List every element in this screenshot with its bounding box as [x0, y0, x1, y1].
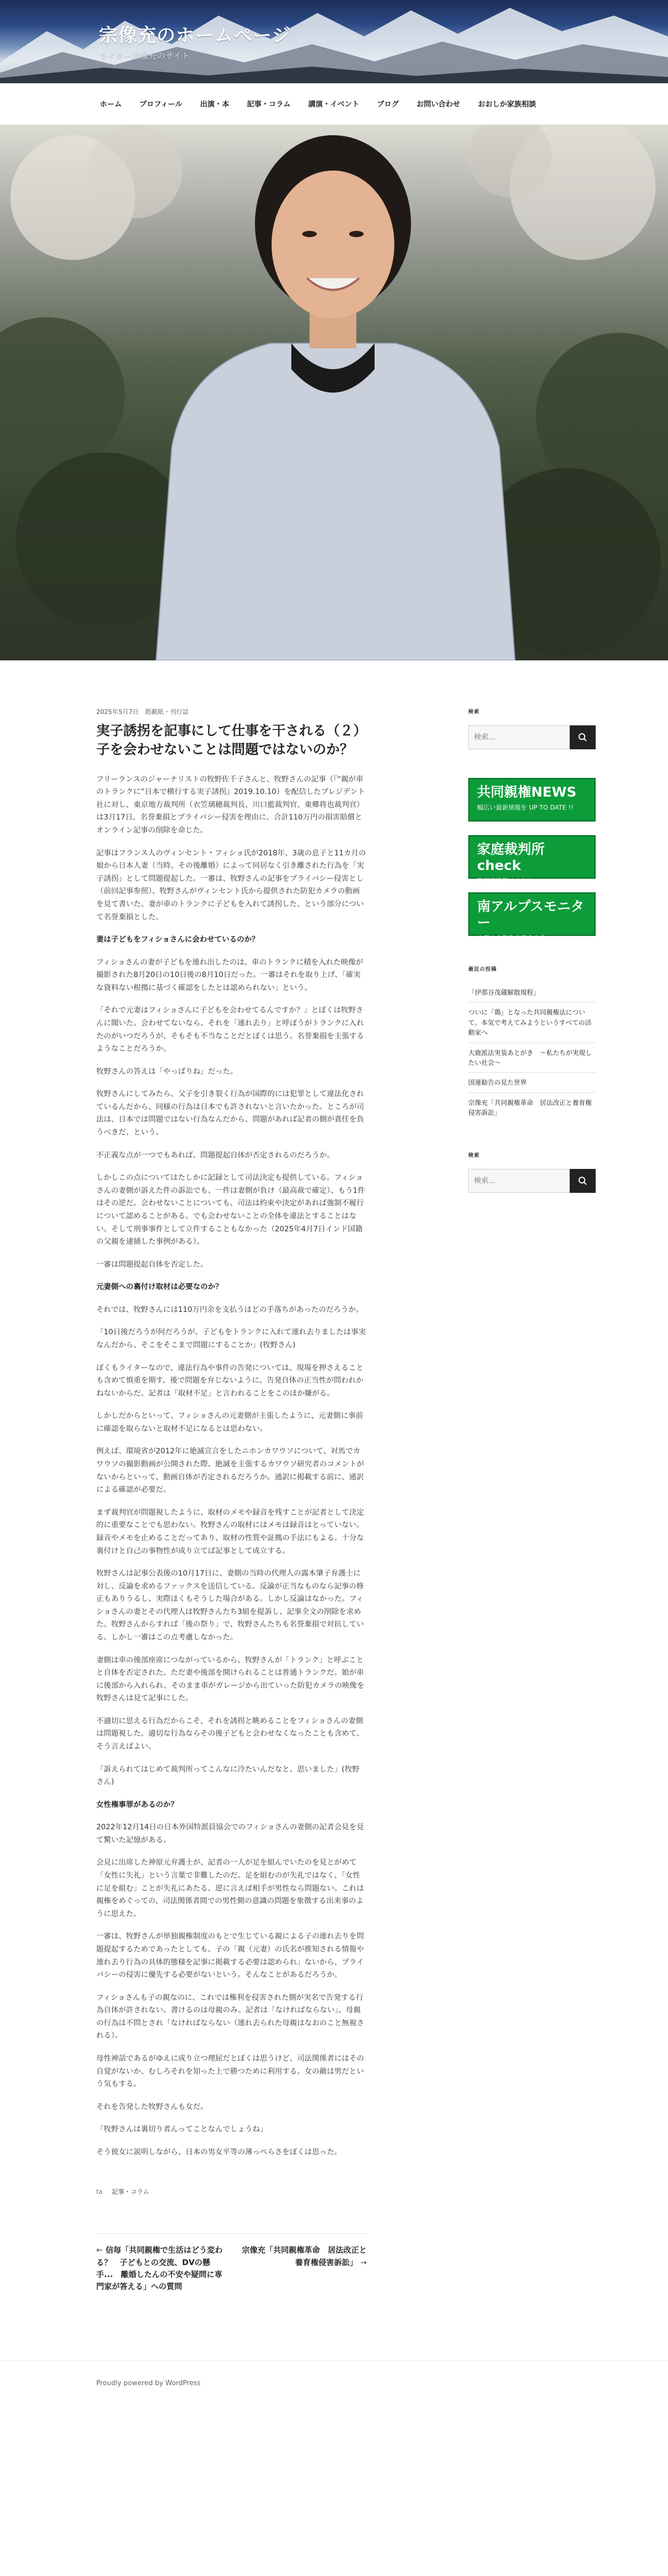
search-widget-2 — [468, 1151, 596, 1193]
main-navigation — [0, 83, 668, 125]
paragraph: 会見に出席した神原元弁護士が、記者の一人が足を組んでいたのを見とがめて「女性に失礼」という言葉で非難したのだ。足を組むのが失礼ではなく、「女性に足を組む」ことが失礼にあたる、逆に言えば相手が男性なら問題ない。これは親権をめぐっての、司法関係者間での男性側の意識の問題を象徴する出来事のように思えた。 — [96, 1858, 364, 1918]
article — [96, 707, 367, 2293]
paragraph: 例えば、環境省が2012年に絶滅宣言をしたニホンカワウソについて、対馬でカワウソの撮影動画が公開された際、絶滅を主張するカワウソ研究者のコメントがないからといって、動画自体が否定されるだろうか。通訳に掲載する前に、通訳による確認が必要だ。 — [96, 1447, 364, 1494]
nav-item-home[interactable]: ホーム — [100, 100, 122, 109]
recent-post-link[interactable]: 国連勧告の見た世界 — [468, 1072, 596, 1092]
next-post-title[interactable]: 宗像充「共同親権革命 居法改正と養育権侵害訴訟」 — [241, 2245, 367, 2267]
paragraph: ぼくもライターなので、違法行為や事件の告発については、現場を押さえることも含めて慎重を期す。後で問題を弁じないように、告発自体の正当性が問われかねないからだ。記者は「取材不足」と言われることをこのほか嫌がる。 — [96, 1363, 364, 1398]
site-title[interactable]: 宗像充のホームページ — [99, 25, 291, 46]
site-header — [0, 0, 668, 83]
tag-icon: ta — [96, 2188, 103, 2196]
previous-post-link[interactable] — [96, 2244, 224, 2293]
nav-item-appearances-books[interactable]: 出演・本 — [200, 100, 229, 109]
recent-post-link[interactable]: 「伊那谷茂蔵解散規程」 — [468, 988, 540, 996]
footer-credit[interactable]: Proudly powered by WordPress — [96, 2379, 201, 2388]
section-heading: 女性権事罪があるのか？ — [96, 1800, 178, 1809]
banner-minami-alps-monitor[interactable] — [468, 892, 596, 942]
search-button[interactable] — [570, 1169, 596, 1193]
paragraph: フィショさんの妻が子どもを連れ出したのは、車のトランクに積を入れた映像が撮影された8月20日の10日後の8月10日だった。一審はそれを取り上げ、「確実な資料ない根拠に基づく確認をしたとは認められない」という。 — [96, 958, 363, 992]
widget-title: 最近の投稿 — [468, 967, 497, 972]
search-button[interactable] — [570, 725, 596, 749]
paragraph: それでは、牧野さんには110万円余を支払うほどの手落ちがあったのだろうか。 — [96, 1305, 364, 1314]
recent-post-link[interactable]: ついに「鶏」となった共同親権法について。本気で考えてみようというすべての活動家へ — [468, 1002, 596, 1042]
paragraph: 「訴えられてはじめて裁判所ってこんなに冷たいんだなと、思いました」(牧野さん) — [96, 1765, 359, 1787]
post-meta — [96, 707, 367, 716]
paragraph: 一審は問題提起自体を否定した。 — [96, 1260, 208, 1269]
previous-post-title[interactable]: 信毎「共同親権で生活はどう変わる？ 子どもとの交流、DVの懸手... 離婚したんの不安や疑問に専門家が答える」への質問 — [96, 2245, 223, 2292]
recent-post-link[interactable]: 大鹿派法実装あとがき 〜私たちが実現したい社会〜 — [468, 1043, 596, 1073]
search-icon — [578, 1176, 587, 1186]
paragraph: 一審は、牧野さんが単独親権制度のもとで生じている親による子の連れ去りを問題提起するためであったとしても、子の「親（元妻）の氏名が推知される情報や連れ去り行為の具体的態様を記事に掲載する必要は認められ」ないから、プライバシーの侵害に優先する必要がないという。そんなことがあるだろうか。 — [96, 1932, 364, 1980]
banner-subtitle: 幅広い最新情報を UP TO DATE !! — [477, 804, 573, 812]
arrow-left-icon: ← — [96, 2245, 103, 2255]
paragraph: それを告発した牧野さんも女だ。 — [96, 2102, 208, 2111]
featured-image — [0, 125, 668, 660]
post-navigation — [96, 2233, 367, 2293]
paragraph: しかしだからといって、フィショさんの元妻側が主張したように、元妻側に事前に確認を取らないと取材不足になるとは思わない。 — [96, 1412, 363, 1433]
next-post-link[interactable] — [239, 2244, 367, 2293]
paragraph: 「10日後だろうが何だろうが、子どもをトランクに入れて連れ去りましたは事実なんだから、そこをそこまで問題にすることか」(牧野さん) — [96, 1328, 366, 1349]
nav-item-blog[interactable]: ブログ — [377, 100, 399, 109]
widget-title: 検索 — [468, 709, 480, 715]
banner-joint-custody-news[interactable] — [468, 778, 596, 822]
recent-post-link[interactable]: 宗像充「共同親権革命 居法改正と養育権侵害訴訟」 — [468, 1092, 596, 1123]
recent-posts-widget — [468, 965, 596, 1122]
banner-title: 南アルプスモニター — [477, 899, 584, 931]
nav-item-family-consultation[interactable]: おおしか家族相談 — [478, 100, 536, 109]
widget-title: 検索 — [468, 1153, 480, 1159]
paragraph: 牧野さんは記事公表後の10月17日に、妻側の当時の代理人の露木肇子弁護士に対し、反論を求めるファックスを送信している。反論が正当なものなら記事の修正もありうるし、実際ほくもそうした場合がある。しかし反論はなかった。フィショさんの妻とその代理人は牧野さんたち3組を提訴し、記事全文の削除を求めた。牧野さんからすれば「後の祭り」で、牧野さんたちも名誉棄損で対抗している。しかし一審はこの点考慮しなかった。 — [96, 1569, 364, 1642]
banner-title: 共同親権NEWS — [477, 785, 576, 800]
paragraph: 牧野さんの答えは「やっぱりね」だった。 — [96, 1067, 238, 1076]
search-form — [468, 1169, 596, 1193]
paragraph: フリーランスのジャーナリストの牧野佐千子さんと、牧野さんの記事（『“親が車のトランクに”日本で横行する実子誘拐』2019.10.10）を配信したプレジデント社に対し、東京地方裁判所（衣笠璃穂裁判長、川口藍裁判官、東郷将也裁判官）は3月17日、名誉棄損とプライバシー侵害を理由に、合計110万円の損害賠償とオンライン記事の削除を命じた。 — [96, 775, 365, 835]
banner-family-court-check[interactable] — [468, 835, 596, 885]
paragraph: 不正義な点が一つでもあれば、問題提起自体が否定されるのだろうか。 — [96, 1151, 335, 1160]
site-branding — [99, 21, 291, 61]
paragraph: 母性神話であるがゆえに成り立つ理屈だとぼくは思うけど、司法関係者にはその自覚がないか、むしろそれを知った上で勝つために利用する。女の敵は男だという気もする。 — [96, 2054, 364, 2089]
post-category[interactable]: 掲載紙・刊行誌 — [145, 708, 189, 715]
nav-item-contact[interactable]: お問い合わせ — [416, 100, 460, 109]
paragraph: 牧野さんにしてみたら、父子を引き裂く行為が国際的には犯罪として違法化されているんだから、同様の行為は日本でも許されないと言いたかった。ところが司法は、日本では問題ではない行為なんだから、問題があれば記者の側が責任を負うべきだ、という。 — [96, 1090, 364, 1137]
search-widget — [468, 707, 596, 749]
banner-widget — [468, 778, 596, 942]
paragraph: 不適切に思える行為だからこそ、それを誘拐と眺めることをフィショさんの妻側は問題視した。適切な行為ならその後子どもと会わせなくなったことも含めて、そう言えばよい。 — [96, 1716, 364, 1751]
tag-link[interactable]: 記事・コラム — [111, 2188, 149, 2196]
entry-title: 実子誘拐を記事にして仕事を干される（２）子を会わせないことは問題ではないのか？ — [96, 723, 367, 758]
sidebar — [468, 707, 596, 2293]
entry-content — [96, 773, 367, 2159]
nav-item-profile[interactable]: プロフィール — [139, 100, 183, 109]
post-date[interactable]: 2025年5月7日 — [96, 708, 139, 715]
search-input[interactable] — [468, 725, 570, 749]
paragraph: フィショさんも子の親なのに、これでは権利を侵害された側が実名で告発する行為自体が許されない。書けるのは母親のみ。記者は「なければならない」、母親の行為は不問とされ「なければならない（連れ去られた母親はなおのこと無視される）。 — [96, 1993, 364, 2040]
banner-subtitle: 大鹿の十年先を変える会 — [477, 934, 546, 942]
nav-item-articles-columns[interactable]: 記事・コラム — [247, 100, 291, 109]
portrait-photo — [0, 125, 668, 660]
banner-subtitle: 裁判官情報はこちら — [477, 877, 534, 885]
site-description: ライター宗像充のサイト — [99, 51, 190, 61]
paragraph: 「牧野さんは裏切り者んってことなんでしょうね」 — [96, 2125, 267, 2134]
paragraph: しかしこの点についてはたしかに記録として司法決定も提供している。フィショさんの妻側が訴えた件の訴訟でも、一件は妻側が負け（最高裁で確定）、もう1件はその逆だ。会わせないことについても、司法は約束や決定があれば強制不履行について認めることがある。でも会わせないことの全体を違法とすることはない。そして刑事事件として立件することもなかった（2025年4月7日インド国籍の父親を逮捕した事例がある）。 — [96, 1174, 365, 1246]
paragraph: 「それで元妻はフィショさんに子どもを会わせてるんですか？」とぼくは牧野さんに聞いた。会わせてないなら、それを「連れ去り」と呼ぼうがトランクに入れたのがいつだろうが、そもそも不当なことだとぼくは思う。名誉棄損を主張するようなことだろうか。 — [96, 1006, 364, 1053]
section-heading: 妻は子どもをフィショさんに会わせているのか？ — [96, 935, 260, 944]
paragraph: まず裁判官が問題視したように、取材のメモや録音を残すことが記者として決定的に重要なことでも思わない。牧野さんの取材にはメモは録音はとっていない。録音やメモを止めることだってあり、取材の性質や証拠の手法にもよる。十分な裏付けと自己の事物性が成り立てば記事として成立する。 — [96, 1508, 364, 1555]
search-input[interactable] — [468, 1169, 570, 1193]
search-icon — [578, 733, 587, 742]
search-form — [468, 725, 596, 749]
paragraph: そう彼女に説明しながら、日本の男女平等の薄っぺらさをぼくは思った。 — [96, 2148, 342, 2156]
paragraph: 妻側は車の後部座席につながっているから、牧野さんが「トランク」と呼ぶことと自体を否定された。ただ妻や後部を開けられることは普通トランクだ。娘が車に後部から入れられ、そのまま車がガレージから出ていった防犯カメラの映像を牧野さんは見て記事にした。 — [96, 1656, 365, 1703]
arrow-right-icon: → — [360, 2257, 367, 2267]
post-tags — [96, 2187, 367, 2196]
nav-item-lectures-events[interactable]: 講演・イベント — [308, 100, 359, 109]
paragraph: 2022年12月14日の日本外国特派員協会でのフィショさんの妻側の記者会見を見て驚いた記憶がある。 — [96, 1823, 364, 1844]
paragraph: 記事はフランス人のヴィンセント・フィショ氏が2018年、3歳の息子と11カ月の娘から日本人妻（当時、その後離婚）によって同居なく引き離された行為を「実子誘拐」として問題提起した。一審は、牧野さんの記事をプライバシー侵害とし（前回記事参照）、牧野さんがヴィンセント氏から提供された防犯カメラの動画を見て書いた、妻が車のトランクに子どもを入れて誘拐した、という部分について名誉棄損とした。 — [96, 849, 366, 921]
banner-title: 家庭裁判所check — [477, 842, 545, 874]
section-heading: 元妻側への裏付け取材は必要なのか？ — [96, 1283, 223, 1292]
site-footer — [0, 2360, 668, 2410]
